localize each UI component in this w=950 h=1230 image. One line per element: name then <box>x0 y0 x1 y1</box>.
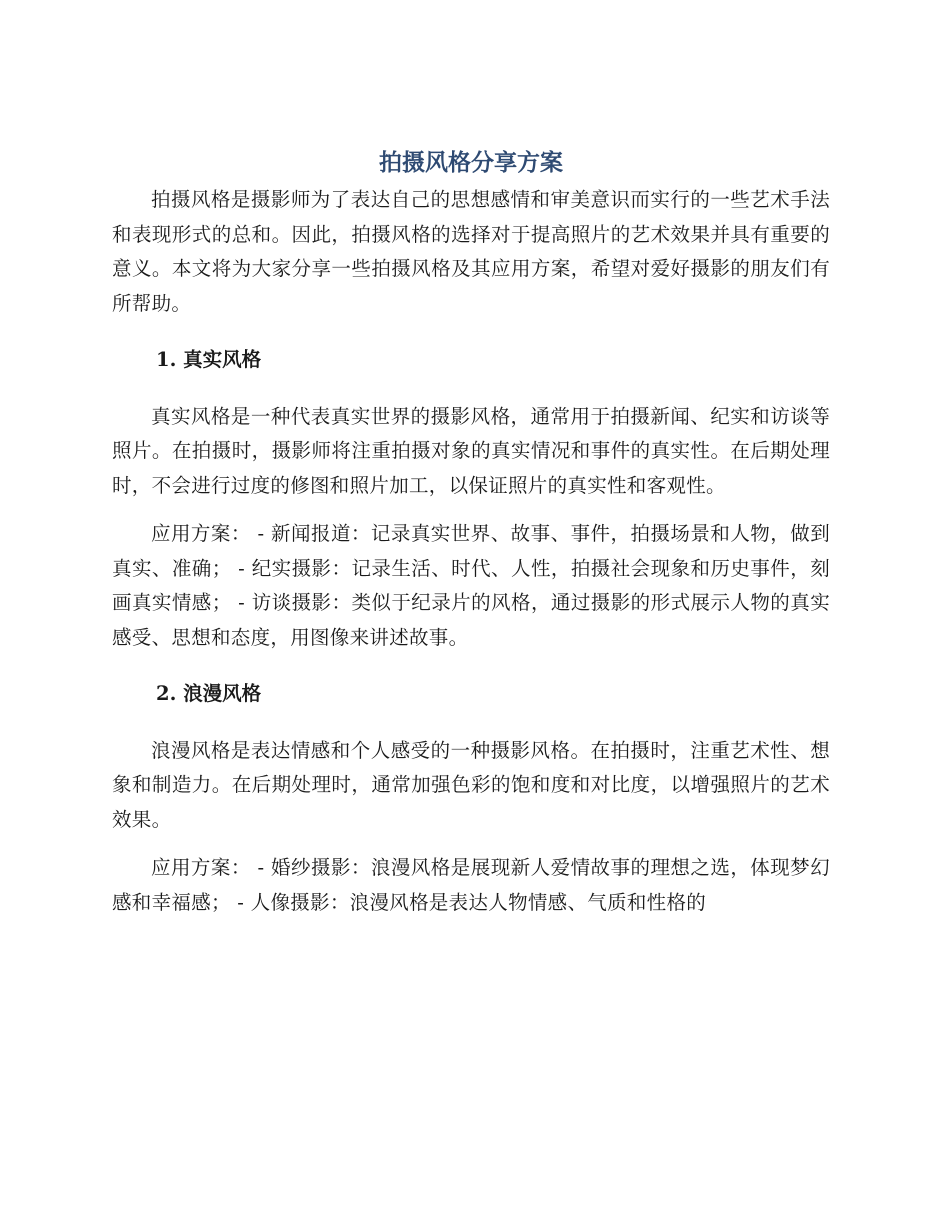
section-heading-realistic: 1. 真实风格 <box>156 348 262 371</box>
section-application-realistic: 应用方案： - 新闻报道：记录真实世界、故事、事件，拍摄场景和人物，做到真实、准确； - 纪实摄影：记录生活、时代、人性，拍摄社会现象和历史事件，刻画真实情感； - 访谈摄影：类似于纪录片的风格，通过摄影的形式展示人物的真实感受、思想和态度，用图像来讲述故事。 <box>112 522 830 649</box>
spacer <box>112 837 830 851</box>
spacer <box>112 378 830 400</box>
intro-paragraph: 拍摄风格是摄影师为了表达自己的思想感情和审美意识而实行的一些艺术手法和表现形式的总和。因此，拍摄风格的选择对于提高照片的艺术效果并具有重要的意义。本文将为大家分享一些拍摄风格及其应用方案，希望对爱好摄影的朋友们有所帮助。 <box>112 188 830 315</box>
section-description-romantic: 浪漫风格是表达情感和个人感受的一种摄影风格。在拍摄时，注重艺术性、想象和制造力。在后期处理时，通常加强色彩的饱和度和对比度，以增强照片的艺术效果。 <box>112 738 830 831</box>
section-description-realistic: 真实风格是一种代表真实世界的摄影风格，通常用于拍摄新闻、纪实和访谈等照片。在拍摄时，摄影师将注重拍摄对象的真实情况和事件的真实性。在后期处理时，不会进行过度的修图和照片加工，以保证照片的真实性和客观性。 <box>112 404 830 497</box>
section-heading-romantic: 2. 浪漫风格 <box>156 682 262 705</box>
document-page <box>112 143 830 920</box>
spacer <box>112 321 830 343</box>
document-title: 拍摄风格分享方案 <box>379 150 563 176</box>
spacer <box>112 503 830 517</box>
section-application-romantic: 应用方案： - 婚纱摄影：浪漫风格是展现新人爱情故事的理想之选，体现梦幻感和幸福感； - 人像摄影：浪漫风格是表达人物情感、气质和性格的 <box>112 856 830 914</box>
spacer <box>112 655 830 677</box>
spacer <box>112 712 830 734</box>
